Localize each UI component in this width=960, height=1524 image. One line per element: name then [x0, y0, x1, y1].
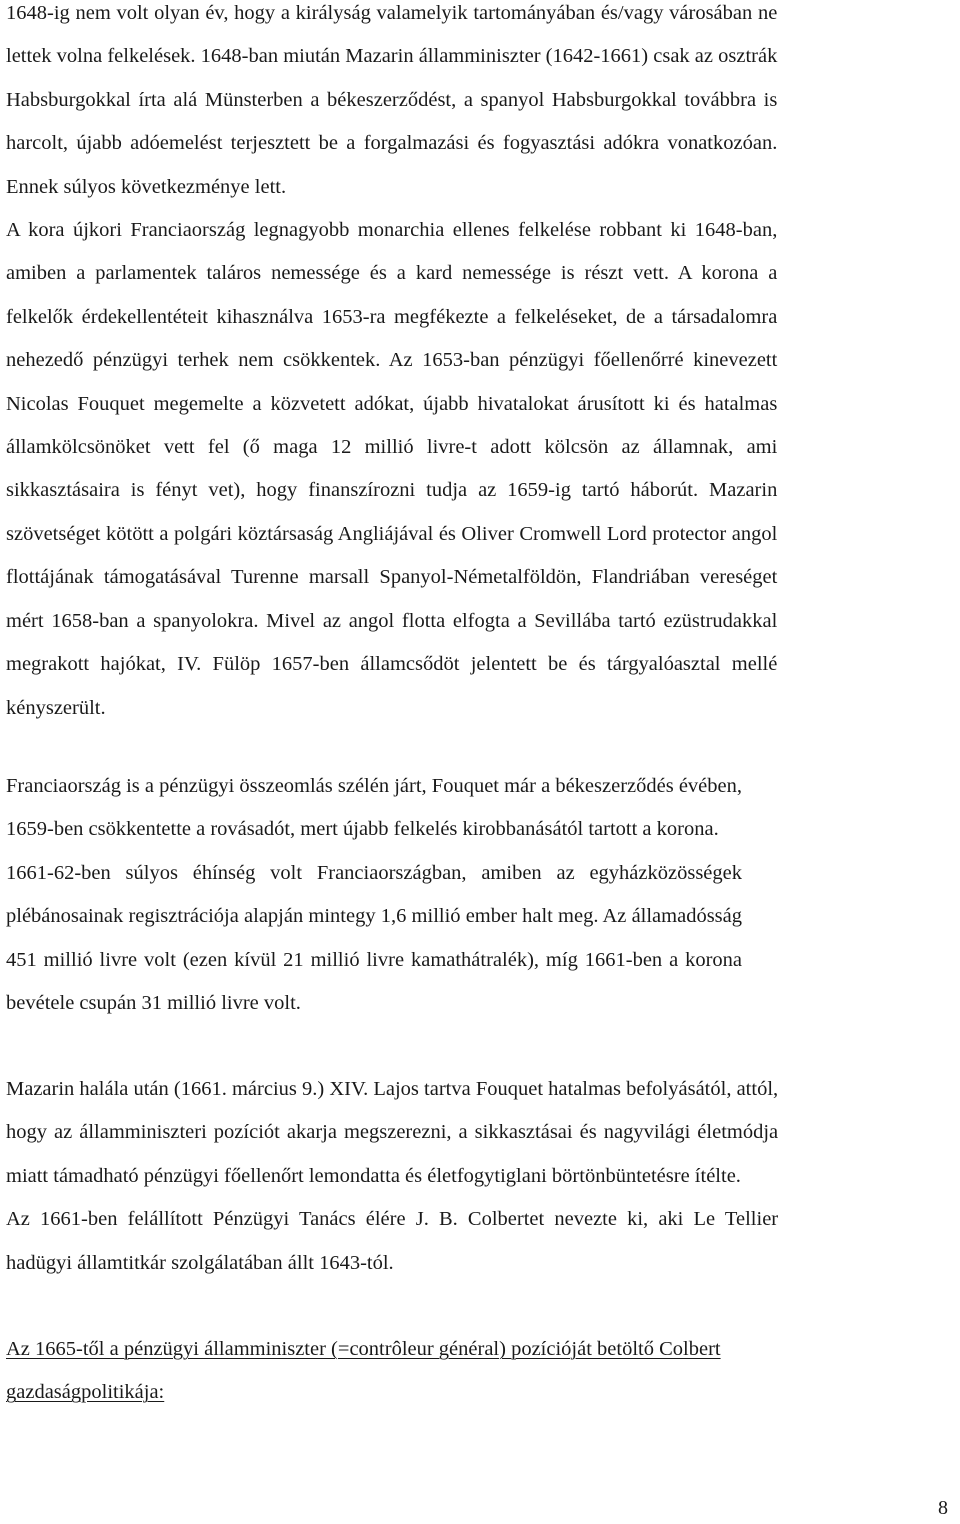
text-line: mért 1658-ban a spanyolokra. Mivel az angol flotta elfogta a Sevillába tartó ezüstrudakkal	[6, 609, 778, 632]
text-line: 1648-ig nem volt olyan év, hogy a királyság valamelyik tartományában és/vagy városában ne	[6, 2, 778, 24]
text-line: államkölcsönöket vett fel (ő maga 12 millió livre-t adott kölcsön az államnak, ami	[6, 436, 778, 459]
text-line: plébánosainak regisztrációja alapján mintegy 1,6 millió ember halt meg. Az államadósság	[6, 905, 743, 928]
text-line: 1661-62-ben súlyos éhínség volt Franciaországban, amiben az egyházközösségek	[6, 861, 743, 884]
page-number: 8	[938, 1497, 948, 1519]
text-line: kényszerült.	[6, 696, 106, 719]
text-line: 1659-ben csökkentette a rovásadót, mert újabb felkelés kirobbanásától tartott a korona.	[6, 818, 719, 841]
text-line: Ennek súlyos következménye lett.	[6, 175, 287, 198]
text-line: Franciaország is a pénzügyi összeomlás szélén járt, Fouquet már a békeszerződés évében,	[6, 775, 743, 797]
paragraph-fouquet-dismissal	[6, 1068, 778, 1285]
text-line: Nicolas Fouquet megemelte a közvetett adókat, újabb hivatalokat árusított ki és hatalmas	[6, 392, 778, 415]
text-line: 451 millió livre volt (ezen kívül 21 millió livre kamathátralék), míg 1661-ben a korona	[6, 948, 743, 971]
text-line: miatt támadható pénzügyi főellenőrt lemondatta és életfogytiglani börtönbüntetésre ítélte.	[6, 1164, 741, 1187]
text-line: lettek volna felkelések. 1648-ban miután Mazarin államminiszter (1642-1661) csak az osztrák	[6, 45, 778, 68]
text-line: Az 1661-ben felállított Pénzügyi Tanács élére J. B. Colbertet nevezte ki, aki Le Tellier	[6, 1208, 779, 1231]
paragraph-uprisings	[6, 0, 777, 730]
text-line: bevétele csupán 31 millió livre volt.	[6, 992, 301, 1015]
text-line: szövetséget kötött a polgári köztársaság Angliájával és Oliver Cromwell Lord protector angol	[6, 522, 778, 545]
text-line: Habsburgokkal írta alá Münsterben a békeszerződést, a spanyol Habsburgokkal továbbra is	[6, 88, 778, 111]
section-heading-colbert	[6, 1328, 721, 1415]
heading-line: Az 1665-től a pénzügyi államminiszter (=contrôleur général) pozícióját betöltő Colbert	[6, 1338, 721, 1360]
text-line: Mazarin halála után (1661. március 9.) XIV. Lajos tartva Fouquet hatalmas befolyásától, attól,	[6, 1078, 779, 1100]
text-line: sikkasztásaira is fényt vet), hogy finanszírozni tudja az 1659-ig tartó háborút. Mazarin	[6, 479, 778, 502]
paragraph-financial-collapse	[6, 765, 742, 1025]
text-line: hadügyi államtitkár szolgálatában állt 1643-tól.	[6, 1251, 394, 1274]
text-line: megrakott hajókat, IV. Fülöp 1657-ben államcsődöt jelentett be és tárgyalóasztal mellé	[6, 653, 778, 676]
text-line: A kora újkori Franciaország legnagyobb monarchia ellenes felkelése robbant ki 1648-ban,	[6, 219, 778, 242]
heading-line: gazdaságpolitikája:	[6, 1381, 165, 1404]
text-line: felkelők érdekellentéteit kihasználva 1653-ra megfékezte a felkeléseket, de a társadalomra	[6, 305, 778, 328]
text-line: flottájának támogatásával Turenne marsall Spanyol-Németalföldön, Flandriában vereséget	[6, 566, 778, 589]
text-line: hogy az államminiszteri pozíciót akarja megszerezni, a sikkasztásai és nagyvilági életmódja	[6, 1121, 779, 1144]
text-line: harcolt, újabb adóemelést terjesztett be a forgalmazási és fogyasztási adókra vonatkozóan.	[6, 132, 778, 155]
text-line: amiben a parlamentek taláros nemessége és a kard nemessége is részt vett. A korona a	[6, 262, 778, 285]
text-line: nehezedő pénzügyi terhek nem csökkentek. Az 1653-ban pénzügyi főellenőrré kinevezett	[6, 349, 778, 372]
